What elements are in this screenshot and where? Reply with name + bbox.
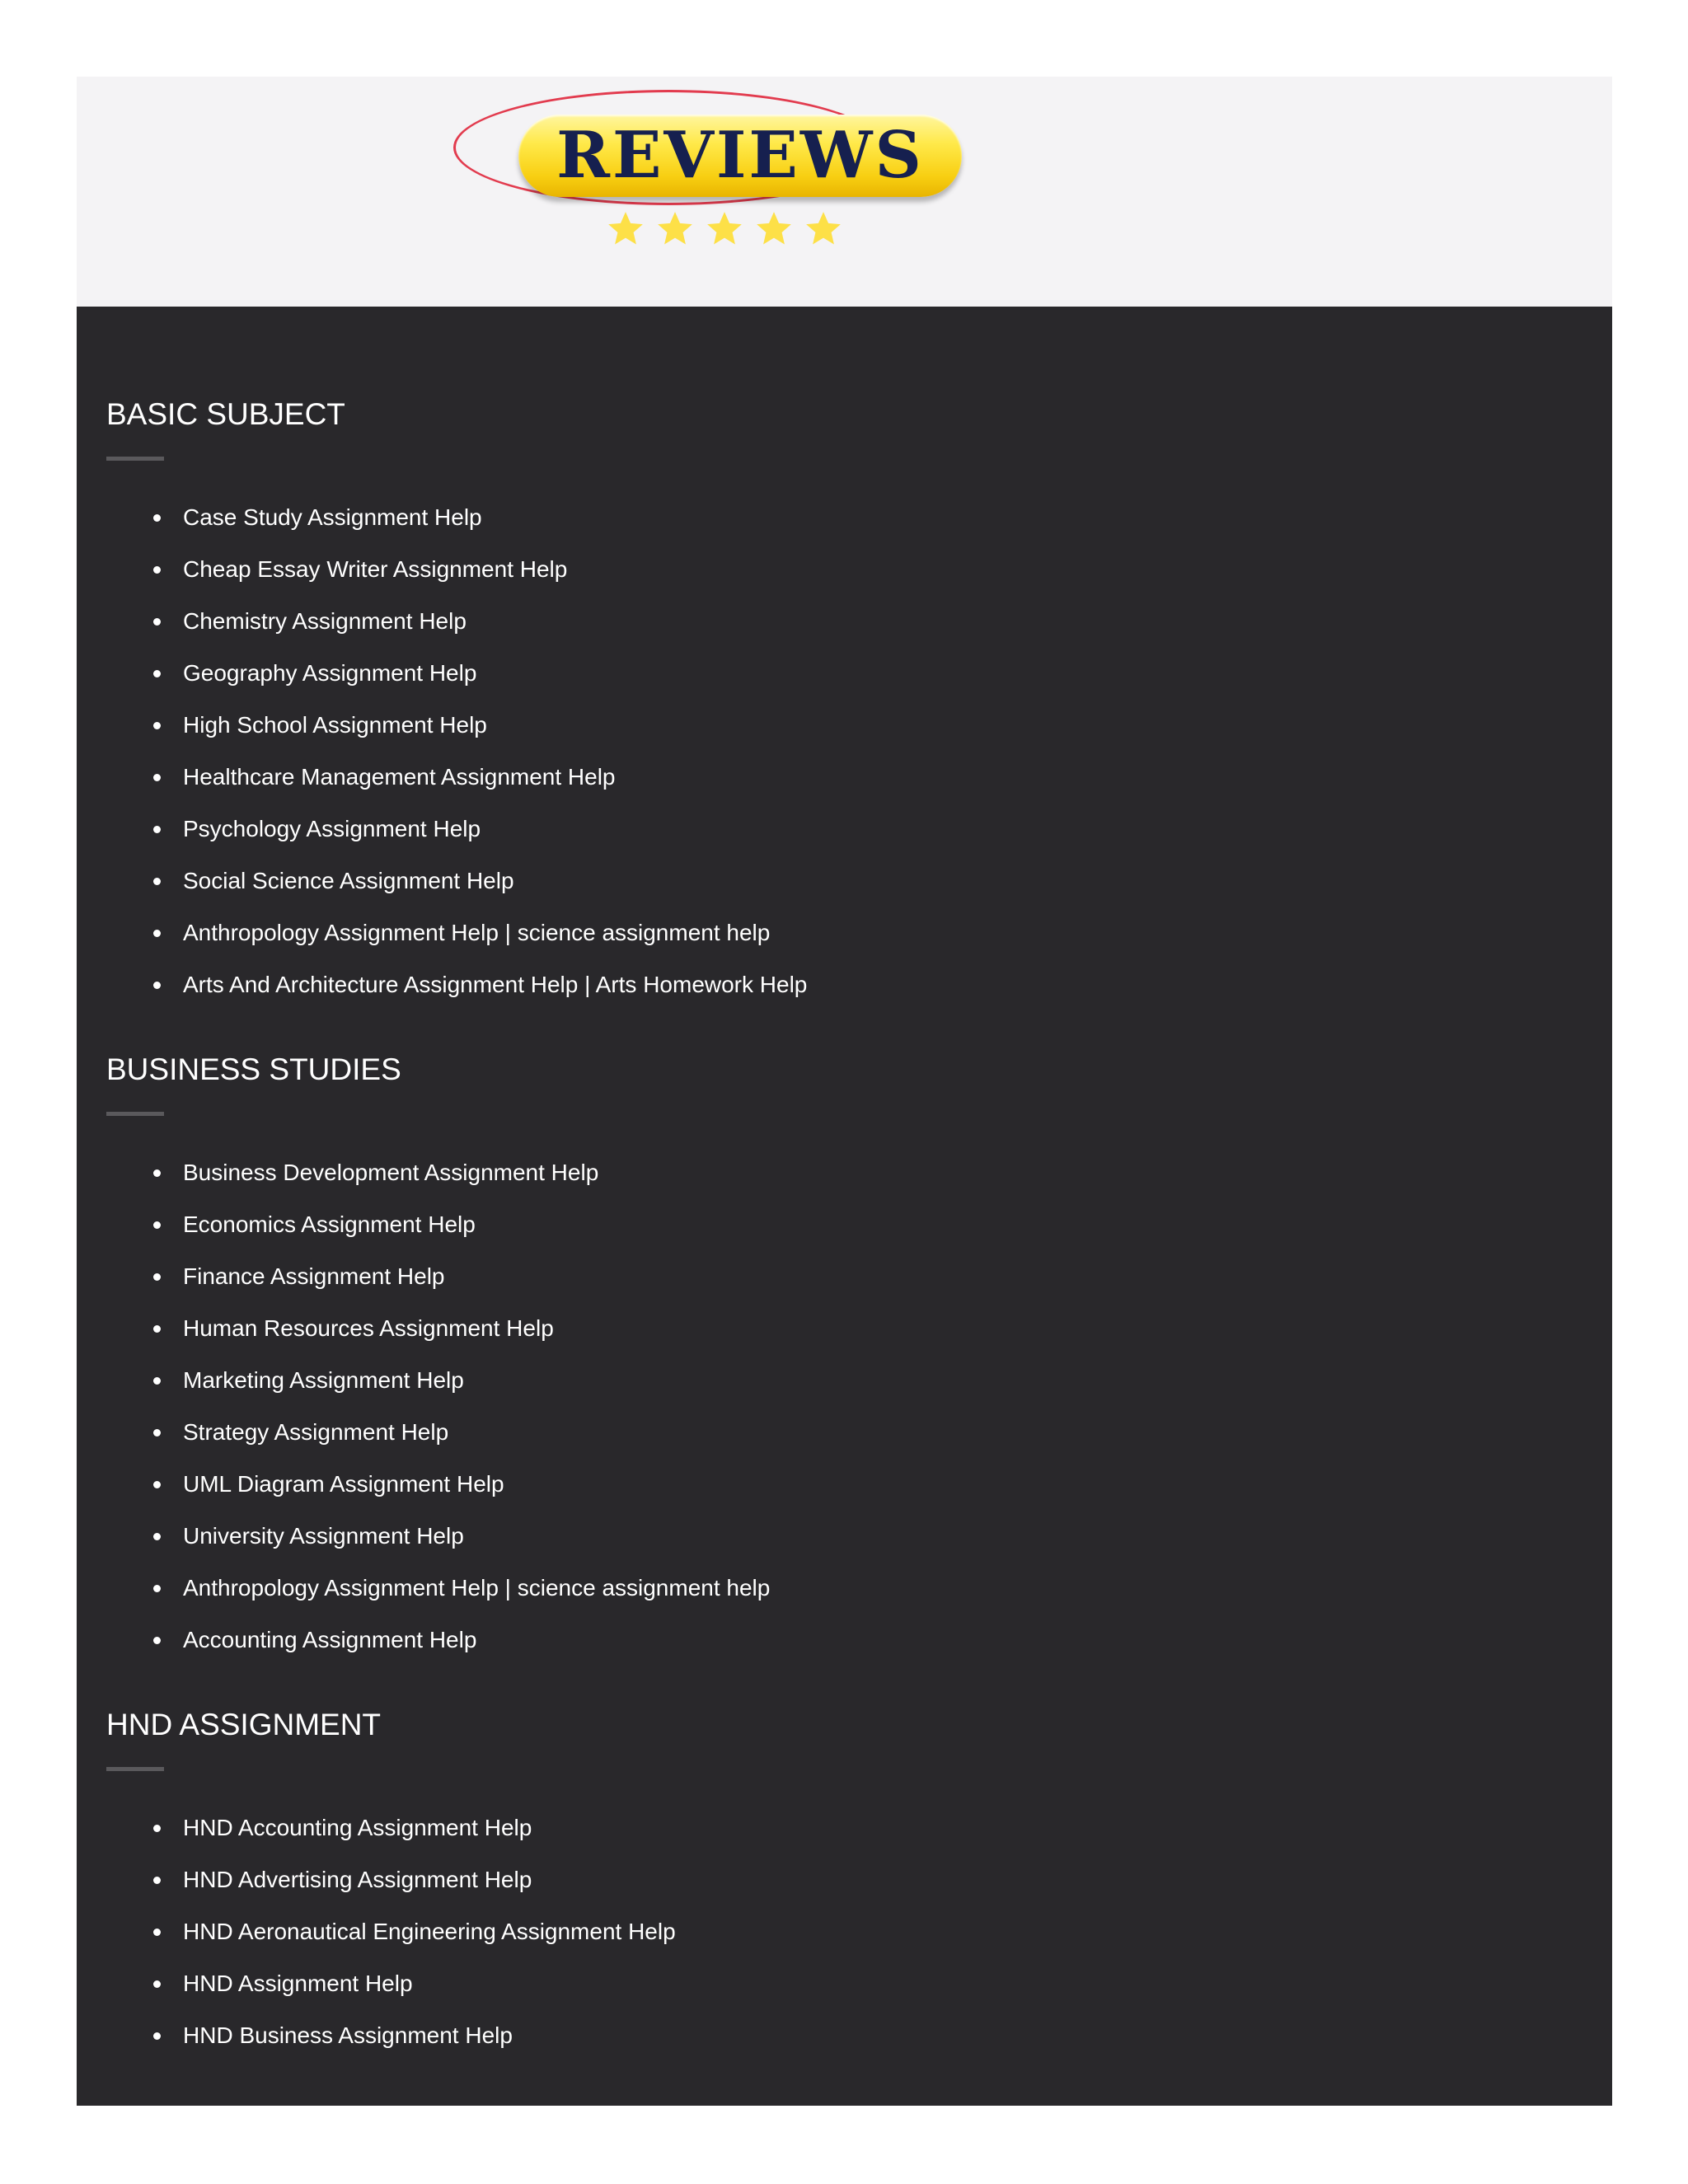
list-item — [106, 1315, 1507, 1367]
list-item — [106, 660, 1507, 712]
star-icon — [704, 209, 745, 250]
bullet-icon — [153, 878, 161, 885]
link-list — [106, 1160, 1507, 1679]
list-item — [106, 2022, 1507, 2074]
section-title: HND ASSIGNMENT — [106, 1708, 382, 1741]
bullet-icon — [153, 566, 161, 574]
bullet-icon — [153, 1877, 161, 1884]
rating-stars — [605, 209, 877, 258]
section-divider — [106, 1112, 164, 1116]
link-hnd-business[interactable]: HND Business Assignment Help — [183, 2022, 513, 2048]
link-hnd-advertising[interactable]: HND Advertising Assignment Help — [183, 1867, 532, 1892]
bullet-icon — [153, 774, 161, 781]
list-item — [106, 920, 1507, 972]
link-chemistry[interactable]: Chemistry Assignment Help — [183, 608, 467, 634]
list-item — [106, 1160, 1507, 1212]
link-cheap-essay-writer[interactable]: Cheap Essay Writer Assignment Help — [183, 556, 568, 582]
link-anthropology-2[interactable]: Anthropology Assignment Help | science assignment help — [183, 1575, 771, 1601]
section-divider — [106, 1767, 164, 1771]
bullet-icon — [153, 1533, 161, 1540]
bullet-icon — [153, 670, 161, 677]
link-strategy[interactable]: Strategy Assignment Help — [183, 1419, 449, 1445]
list-item — [106, 1212, 1507, 1263]
bullet-icon — [153, 514, 161, 522]
link-list — [106, 1815, 1507, 2074]
footer-links-panel — [77, 307, 1612, 2106]
list-item — [106, 764, 1507, 816]
link-economics[interactable]: Economics Assignment Help — [183, 1212, 476, 1237]
bullet-icon — [153, 1169, 161, 1177]
badge-text: REVIEWS — [556, 118, 924, 193]
bullet-icon — [153, 618, 161, 626]
bullet-icon — [153, 982, 161, 989]
list-item — [106, 1367, 1507, 1419]
section-basic-subject — [106, 396, 1507, 1024]
link-social-science[interactable]: Social Science Assignment Help — [183, 868, 514, 893]
link-case-study[interactable]: Case Study Assignment Help — [183, 504, 482, 530]
section-hnd-assignment — [106, 1707, 1507, 2074]
badge-pill — [518, 115, 962, 197]
link-human-resources[interactable]: Human Resources Assignment Help — [183, 1315, 554, 1341]
list-item — [106, 816, 1507, 868]
link-arts-architecture[interactable]: Arts And Architecture Assignment Help | Arts Homework Help — [183, 972, 808, 997]
bullet-icon — [153, 1585, 161, 1592]
bullet-icon — [153, 826, 161, 833]
link-healthcare-management[interactable]: Healthcare Management Assignment Help — [183, 764, 616, 790]
list-item — [106, 556, 1507, 608]
link-high-school[interactable]: High School Assignment Help — [183, 712, 487, 738]
link-hnd-accounting[interactable]: HND Accounting Assignment Help — [183, 1815, 532, 1840]
bullet-icon — [153, 1825, 161, 1832]
bullet-icon — [153, 930, 161, 937]
list-item — [106, 1815, 1507, 1867]
bullet-icon — [153, 1929, 161, 1936]
bullet-icon — [153, 1377, 161, 1385]
bullet-icon — [153, 1325, 161, 1333]
bullet-icon — [153, 1429, 161, 1436]
link-anthropology[interactable]: Anthropology Assignment Help | science assignment help — [183, 920, 771, 945]
star-icon — [753, 209, 795, 250]
section-divider — [106, 457, 164, 461]
list-item — [106, 1867, 1507, 1919]
link-business-development[interactable]: Business Development Assignment Help — [183, 1160, 599, 1185]
list-item — [106, 868, 1507, 920]
bullet-icon — [153, 1637, 161, 1644]
list-item — [106, 504, 1507, 556]
list-item — [106, 712, 1507, 764]
list-item — [106, 1471, 1507, 1523]
list-item — [106, 1523, 1507, 1575]
link-psychology[interactable]: Psychology Assignment Help — [183, 816, 481, 841]
link-marketing[interactable]: Marketing Assignment Help — [183, 1367, 464, 1393]
list-item — [106, 1627, 1507, 1679]
link-university[interactable]: University Assignment Help — [183, 1523, 464, 1549]
section-title: BASIC SUBJECT — [106, 397, 345, 431]
list-item — [106, 1971, 1507, 2022]
link-uml-diagram[interactable]: UML Diagram Assignment Help — [183, 1471, 504, 1497]
star-icon — [803, 209, 844, 250]
reviews-badge[interactable] — [440, 85, 1001, 291]
link-accounting[interactable]: Accounting Assignment Help — [183, 1627, 477, 1652]
link-geography[interactable]: Geography Assignment Help — [183, 660, 477, 686]
bullet-icon — [153, 1481, 161, 1488]
link-finance[interactable]: Finance Assignment Help — [183, 1263, 445, 1289]
list-item — [106, 608, 1507, 660]
link-hnd-assignment[interactable]: HND Assignment Help — [183, 1971, 413, 1996]
list-item — [106, 1575, 1507, 1627]
bullet-icon — [153, 722, 161, 729]
star-icon — [605, 209, 646, 250]
section-title: BUSINESS STUDIES — [106, 1052, 401, 1086]
bullet-icon — [153, 1980, 161, 1988]
star-icon — [654, 209, 696, 250]
bullet-icon — [153, 2032, 161, 2040]
link-hnd-aeronautical[interactable]: HND Aeronautical Engineering Assignment Help — [183, 1919, 676, 1944]
list-item — [106, 1919, 1507, 1971]
bullet-icon — [153, 1273, 161, 1281]
section-business-studies — [106, 1052, 1507, 1679]
reviews-banner — [77, 77, 1612, 307]
list-item — [106, 972, 1507, 1024]
list-item — [106, 1419, 1507, 1471]
bullet-icon — [153, 1221, 161, 1229]
list-item — [106, 1263, 1507, 1315]
link-list — [106, 504, 1507, 1024]
